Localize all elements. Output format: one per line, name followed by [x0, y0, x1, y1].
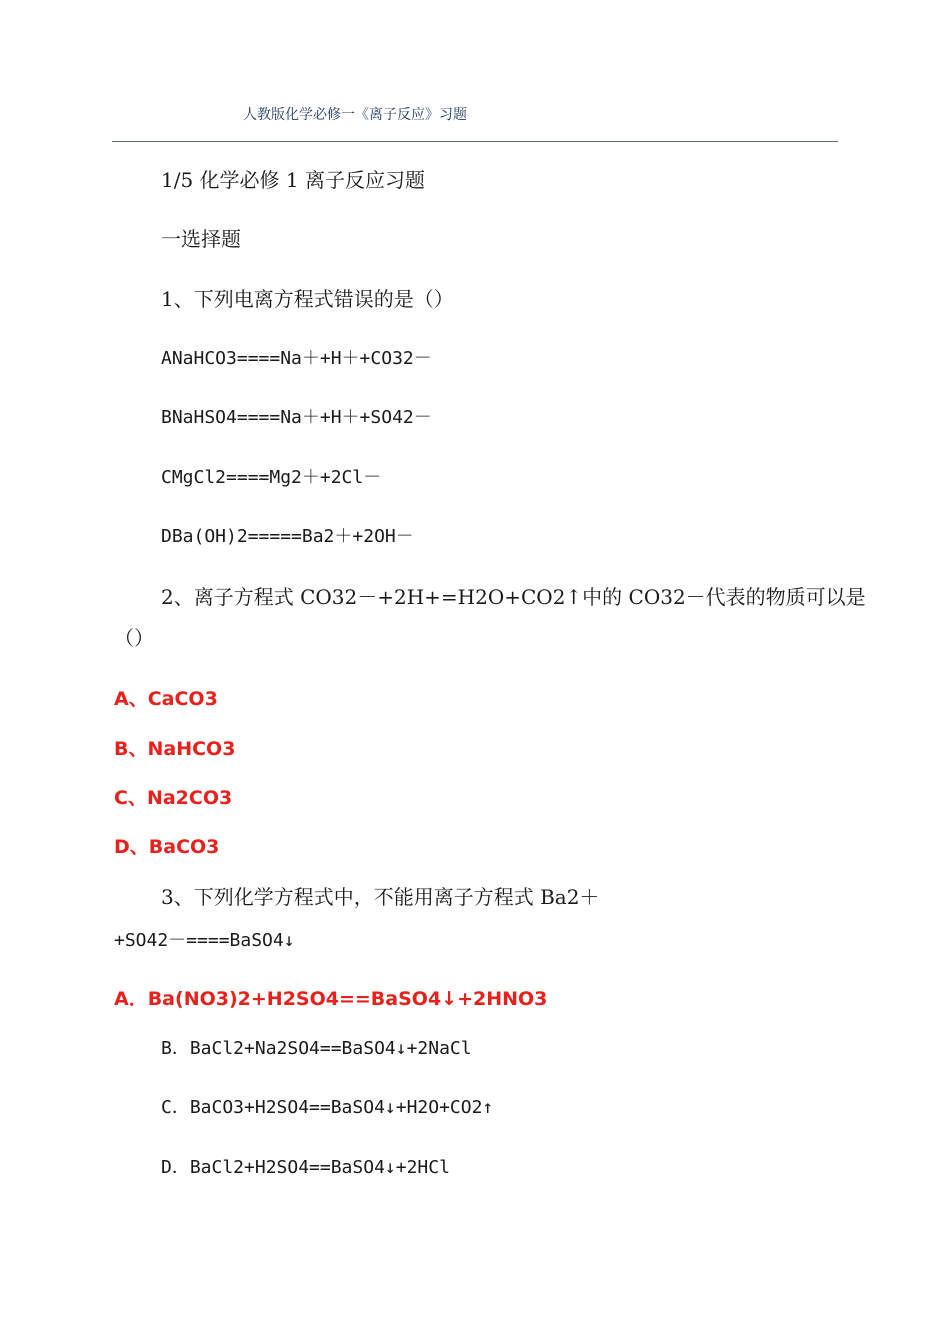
question-1-option-b: BNaHSO4====Na＋+H＋+SO42－	[161, 407, 432, 428]
header-divider	[112, 141, 838, 142]
question-3-stem-cont: +SO42－====BaSO4↓	[114, 930, 295, 951]
question-2-stem: 2、离子方程式 CO32－+2H+=H2O+CO2↑中的 CO32－代表的物质可以是	[161, 585, 866, 609]
question-1-option-a: ANaHCO3====Na＋+H＋+CO32－	[161, 348, 432, 369]
question-3-option-b: B．BaCl2+Na2SO4==BaSO4↓+2NaCl	[161, 1038, 472, 1059]
question-2-stem-cont: （）	[114, 626, 154, 650]
question-1-stem: 1、下列电离方程式错误的是（）	[161, 287, 454, 311]
question-2-option-b: B、NaHCO3	[114, 738, 236, 760]
question-3-option-d: D．BaCl2+H2SO4==BaSO4↓+2HCl	[161, 1157, 450, 1178]
question-2-option-c: C、Na2CO3	[114, 787, 233, 809]
question-2-option-d: D、BaCO3	[114, 836, 220, 858]
question-1-option-c: CMgCl2====Mg2＋+2Cl－	[161, 467, 382, 488]
question-1-option-d: DBa(OH)2=====Ba2＋+2OH－	[161, 526, 414, 547]
section-heading: 一选择题	[161, 227, 241, 251]
question-3-answer: A．Ba(NO3)2+H2SO4==BaSO4↓+2HNO3	[114, 988, 548, 1010]
question-2-option-a: A、CaCO3	[114, 688, 218, 710]
document-title: 1/5 化学必修 1 离子反应习题	[161, 168, 425, 192]
question-3-stem: 3、下列化学方程式中，不能用离子方程式 Ba2＋	[161, 885, 600, 909]
running-header: 人教版化学必修一《离子反应》习题	[243, 107, 467, 123]
question-3-option-c: C．BaCO3+H2SO4==BaSO4↓+H2O+CO2↑	[161, 1097, 494, 1118]
